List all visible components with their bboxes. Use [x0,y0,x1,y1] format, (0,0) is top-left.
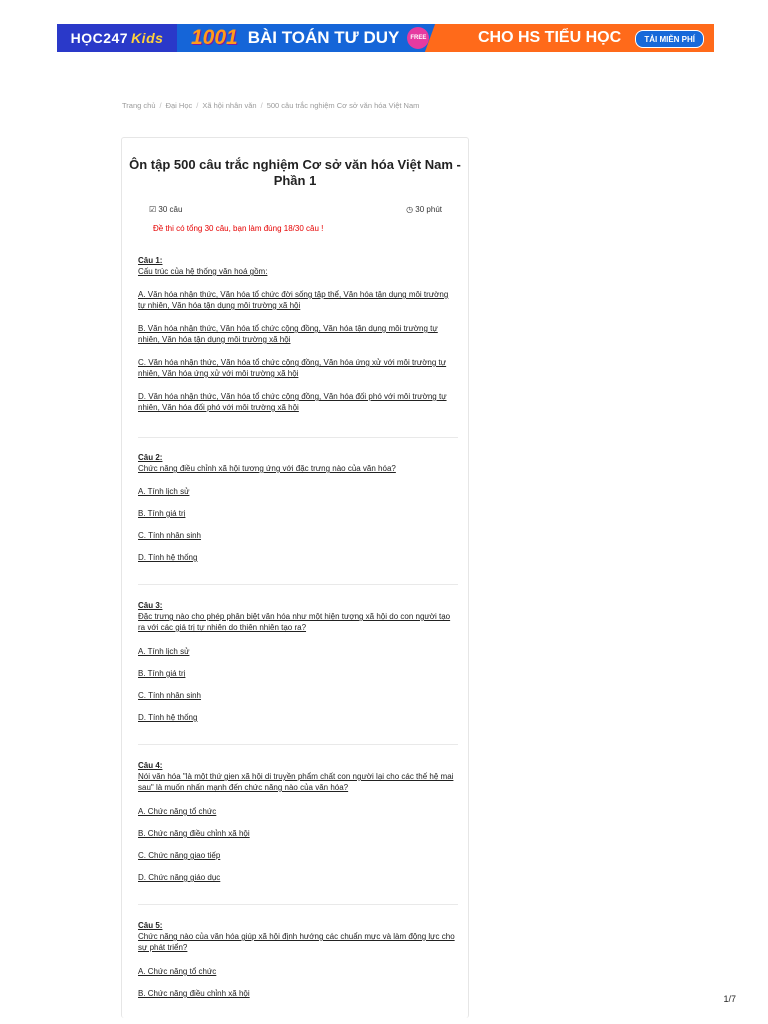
option-d[interactable]: D. Tính hệ thống [138,713,198,722]
question-count [149,205,182,214]
option-a[interactable]: A. Chức năng tổ chức [138,807,217,816]
question-1 [138,255,458,277]
option-b[interactable]: B. Tính giá trị [138,669,186,678]
duration-text: 30 phút [415,205,442,214]
banner-subtitle: CHO HS TIỂU HỌC [478,29,622,46]
question-count-text: 30 câu [158,205,183,214]
option-a[interactable]: A. Văn hóa nhận thức, Văn hóa tổ chức đời sống tập thể, Văn hóa tận dụng môi trường tự nhiên, Văn hóa tận dụng môi trường xã hội [138,290,449,310]
breadcrumb-separator: / [260,101,263,110]
divider [138,744,458,745]
banner-title: BÀI TOÁN TƯ DUY [247,28,400,47]
question-2 [138,452,458,474]
option-d[interactable]: D. Tính hệ thống [138,553,198,562]
breadcrumb-current[interactable]: 500 câu trắc nghiệm Cơ sở văn hóa Việt Nam [266,101,420,110]
option-b[interactable]: B. Văn hóa nhận thức, Văn hóa tổ chức cộng đồng, Văn hóa tận dụng môi trường tự nhiên, Văn hóa tận dụng môi trường xã hội [138,324,438,344]
result-summary: Đề thi có tổng 30 câu, bạn làm đúng 18/30 câu ! [153,224,324,233]
question-4 [138,760,458,793]
quiz-card [121,137,469,1018]
divider [138,904,458,905]
question-3 [138,600,458,633]
title-line-2: Phần 1 [273,173,317,188]
question-5 [138,920,458,953]
option-b[interactable]: B. Tính giá trị [138,509,186,518]
breadcrumb-university[interactable]: Đại Học [165,101,193,110]
banner-divider-shape [425,24,463,52]
free-badge-icon: FREE [407,27,429,49]
question-label: Câu 2: [138,453,163,462]
clock-icon: ◷ [406,205,414,214]
banner-number: 1001 [191,26,238,49]
checkbox-icon: ☑ [149,205,157,214]
option-c[interactable]: C. Tính nhân sinh [138,531,202,540]
option-a[interactable]: A. Tính lịch sử [138,647,190,656]
title-line-1: Ôn tập 500 câu trắc nghiệm Cơ sở văn hóa Việt Nam - [129,157,461,172]
logo-kids-text: Kids [131,30,164,46]
duration [406,205,442,214]
banner-orange-panel [444,24,714,52]
option-a[interactable]: A. Chức năng tổ chức [138,967,217,976]
divider [138,584,458,585]
option-a[interactable]: A. Tính lịch sử [138,487,190,496]
divider [138,437,458,438]
question-text: Nói văn hóa "là một thứ gien xã hội di truyền phẩm chất con người lại cho các thế hệ mai sau" là muốn nhấn mạnh đến chức năng nào của văn hóa? [138,772,454,792]
breadcrumb-separator: / [159,101,162,110]
page-title [122,157,468,189]
option-d[interactable]: D. Chức năng giáo dục [138,873,221,882]
option-c[interactable]: C. Chức năng giao tiếp [138,851,221,860]
hoc247-kids-logo [57,24,177,52]
option-c[interactable]: C. Tính nhân sinh [138,691,202,700]
download-free-button[interactable]: TẢI MIỄN PHÍ [635,30,704,48]
breadcrumb [122,101,419,110]
question-label: Câu 3: [138,601,163,610]
breadcrumb-humanities[interactable]: Xã hội nhân văn [202,101,257,110]
question-text: Chức năng điều chỉnh xã hội tương ứng với đặc trưng nào của văn hóa? [138,464,396,473]
promo-banner[interactable] [57,24,714,52]
question-label: Câu 5: [138,921,163,930]
option-d[interactable]: D. Văn hóa nhận thức, Văn hóa tổ chức cộng đồng, Văn hóa đối phó với môi trường tự nhiên, Văn hóa đối phó với môi trường xã hội [138,392,447,412]
question-text: Đặc trưng nào cho phép phân biệt văn hóa như một hiện tượng xã hội do con người tạo ra với các giá trị tự nhiên do thiên nhiên tạo ra? [138,612,451,632]
breadcrumb-separator: / [196,101,199,110]
option-c[interactable]: C. Văn hóa nhận thức, Văn hóa tổ chức cộng đồng, Văn hóa ứng xử với môi trường tự nhiên, Văn hóa ứng xử với môi trường xã hội [138,358,447,378]
logo-text: HỌC247 [70,30,129,46]
option-b[interactable]: B. Chức năng điều chỉnh xã hội [138,989,250,998]
page-indicator: 1/7 [723,994,736,1004]
question-label: Câu 4: [138,761,163,770]
breadcrumb-home[interactable]: Trang chủ [122,101,156,110]
question-text: Cấu trúc của hệ thống văn hoá gồm: [138,267,268,276]
option-b[interactable]: B. Chức năng điều chỉnh xã hội [138,829,250,838]
question-label: Câu 1: [138,256,163,265]
question-text: Chức năng nào của văn hóa giúp xã hội định hướng các chuẩn mực và làm động lực cho sự phát triển? [138,932,455,952]
